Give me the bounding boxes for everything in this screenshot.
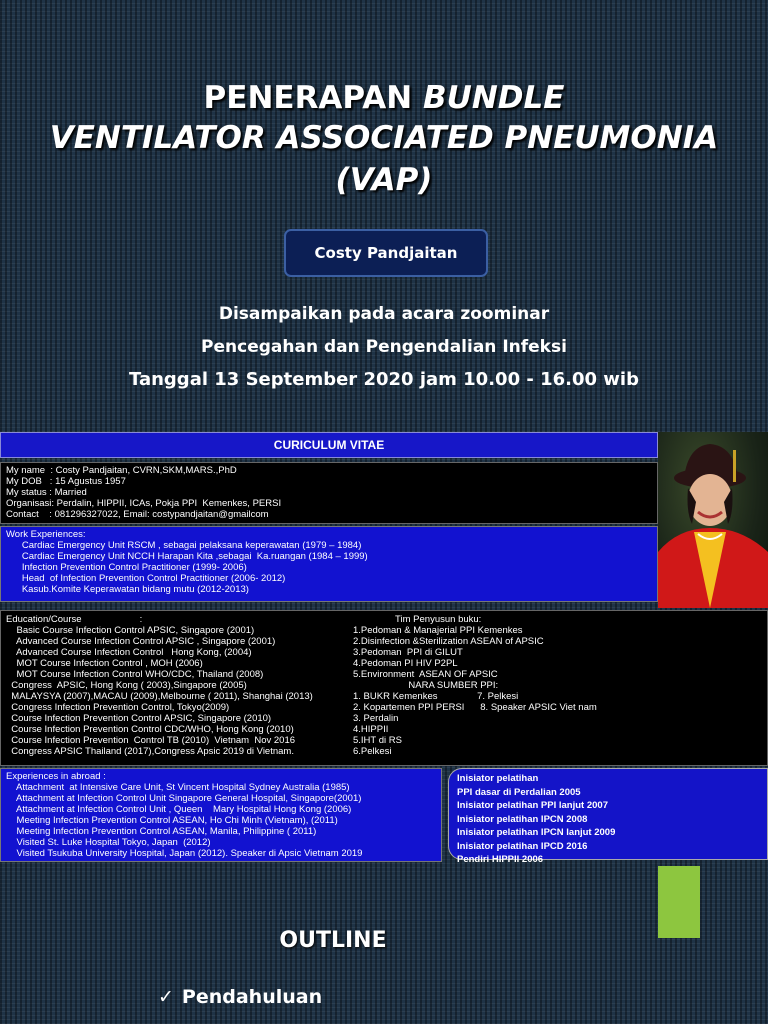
work-line: Head of Infection Prevention Control Practitioner (2006- 2012) [6,573,286,584]
presenter-name: Costy Pandjaitan [284,229,488,277]
education-line: Advanced Course Infection Control Hong Kong, (2004) [6,647,252,658]
education-line: Congress APSIC Thailand (2017),Congress Apsic 2019 di Vietnam. [6,746,294,757]
title-bundle: BUNDLE [423,80,565,116]
education-line: Advanced Course Infection Control APSIC , Singapore (2001) [6,636,276,647]
work-line: Work Experiences: [6,529,86,540]
books-line: 5.IHT di RS [353,735,402,746]
work-line: Kasub.Komite Keperawatan bidang mutu (2012-2013) [6,584,249,595]
title-line-1 [0,80,768,116]
education-line: Course Infection Prevention Control APSIC, Singapore (2010) [6,713,272,724]
personal-line: My DOB : 15 Agustus 1957 [6,476,126,487]
personal-info [0,462,658,524]
subtitle-line-3: Tanggal 13 September 2020 jam 10.00 - 16.00 wib [129,369,639,390]
books-line: 4.HIPPII [353,724,389,735]
books-line: 1. BUKR Kemenkes 7. Pelkesi [353,691,519,702]
outline-heading: OUTLINE [279,928,387,953]
work-line: Cardiac Emergency Unit NCCH Harapan Kita ,sebagai Ka.ruangan (1984 – 1999) [6,551,368,562]
books-line: 6.Pelkesi [353,746,392,757]
title-line-3: (VAP) [335,162,433,198]
work-line: Infection Prevention Control Practitioner (1999- 2006) [6,562,247,573]
abroad-line: Attachment at Infection Control Unit , Queen Mary Hospital Hong Kong (2006) [6,804,352,815]
inisiator-line: Inisiator pelatihan IPCD 2016 [457,840,588,852]
personal-line: Organisasi: Perdalin, HIPPII, ICAs, Pokja PPI Kemenkes, PERSI [6,498,282,509]
inisiator-line: Pendiri HIPPII 2006 [457,854,544,865]
personal-line: My name : Costy Pandjaitan, CVRN,SKM,MARS.,PhD [6,465,237,476]
abroad-line: Experiences in abroad : [6,771,106,782]
title-prefix: PENERAPAN [203,80,424,116]
education-line: MOT Course Infection Control WHO/CDC, Thailand (2008) [6,669,264,680]
education-courses [6,614,336,757]
books-line: 2.Disinfection &Sterilization ASEAN of APSIC [353,636,544,647]
books-line: Tim Penyusun buku: [353,614,482,625]
education-line: Education/Course : [6,614,143,625]
books-and-speaker [353,614,673,757]
inisiator-line: Inisiator pelatihan [457,773,539,784]
books-line: 3. Perdalin [353,713,399,724]
outline-item [158,986,322,1008]
books-line: NARA SUMBER PPI: [353,680,499,691]
books-line: 2. Kopartemen PPI PERSI 8. Speaker APSIC Viet nam [353,702,597,713]
education-line: Congress Infection Prevention Control, Tokyo(2009) [6,702,230,713]
outline-item-label: Pendahuluan [181,986,323,1008]
abroad-line: Attachment at Infection Control Unit Singapore General Hospital, Singapore(2001) [6,793,362,804]
books-line: 3.Pedoman PPI di GILUT [353,647,463,658]
education-line: Basic Course Infection Control APSIC, Singapore (2001) [6,625,255,636]
abroad-line: Visited St. Luke Hospital Tokyo, Japan (2012) [6,837,211,848]
cv-slide [0,432,768,866]
abroad-line: Meeting Infection Prevention Control ASEAN, Manila, Philippine ( 2011) [6,826,317,837]
abroad-experiences [0,768,442,862]
education-section [0,610,768,766]
work-experiences [0,526,658,602]
title-line-2: VENTILATOR ASSOCIATED PNEUMONIA [49,120,719,156]
work-line: Cardiac Emergency Unit RSCM , sebagai pelaksana keperawatan (1979 – 1984) [6,540,362,551]
abroad-line: Meeting Infection Prevention Control ASEAN, Ho Chi Minh (Vietnam), (2011) [6,815,338,826]
inisiator-line: Inisiator pelatihan PPI lanjut 2007 [457,800,608,811]
inisiator-line: Inisiator pelatihan IPCN lanjut 2009 [457,827,616,838]
books-line: 1.Pedoman & Manajerial PPI Kemenkes [353,625,523,636]
subtitle-line-2: Pencegahan dan Pengendalian Infeksi [201,337,567,357]
education-line: Congress APSIC, Hong Kong ( 2003),Singapore (2005) [6,680,247,691]
outline-slide [0,866,768,1024]
education-line: MALAYSYA (2007),MACAU (2009),Melbourne ( 2011), Shanghai (2013) [6,691,313,702]
personal-line: Contact : 081296327022, Email: costypandjaitan@gmailcom [6,509,269,520]
checkmark-icon: ✓ [158,986,174,1008]
books-line: 4.Pedoman PI HIV P2PL [353,658,458,669]
subtitle-line-1: Disampaikan pada acara zoominar [218,304,550,324]
education-line: MOT Course Infection Control , MOH (2006) [6,658,203,669]
title-slide [0,0,768,432]
education-line: Course Infection Prevention Control CDC/WHO, Hong Kong (2010) [6,724,294,735]
personal-line: My status : Married [6,487,87,498]
education-line: Course Infection Prevention Control TB (2010) Vietnam Nov 2016 [6,735,296,746]
inisiator-box [448,768,768,865]
cv-header: CURICULUM VITAE [0,432,658,458]
inisiator-line: Inisiator pelatihan IPCN 2008 [457,813,588,825]
abroad-line: Attachment at Intensive Care Unit, St Vincent Hospital Sydney Australia (1985) [6,782,350,793]
books-line: 5.Environment ASEAN OF APSIC [353,669,498,680]
profile-photo [658,432,768,608]
inisiator-line: PPI dasar di Perdalian 2005 [457,786,581,798]
abroad-line: Visited Tsukuba University Hospital, Japan (2012). Speaker di Apsic Vietnam 2019 [6,848,363,859]
